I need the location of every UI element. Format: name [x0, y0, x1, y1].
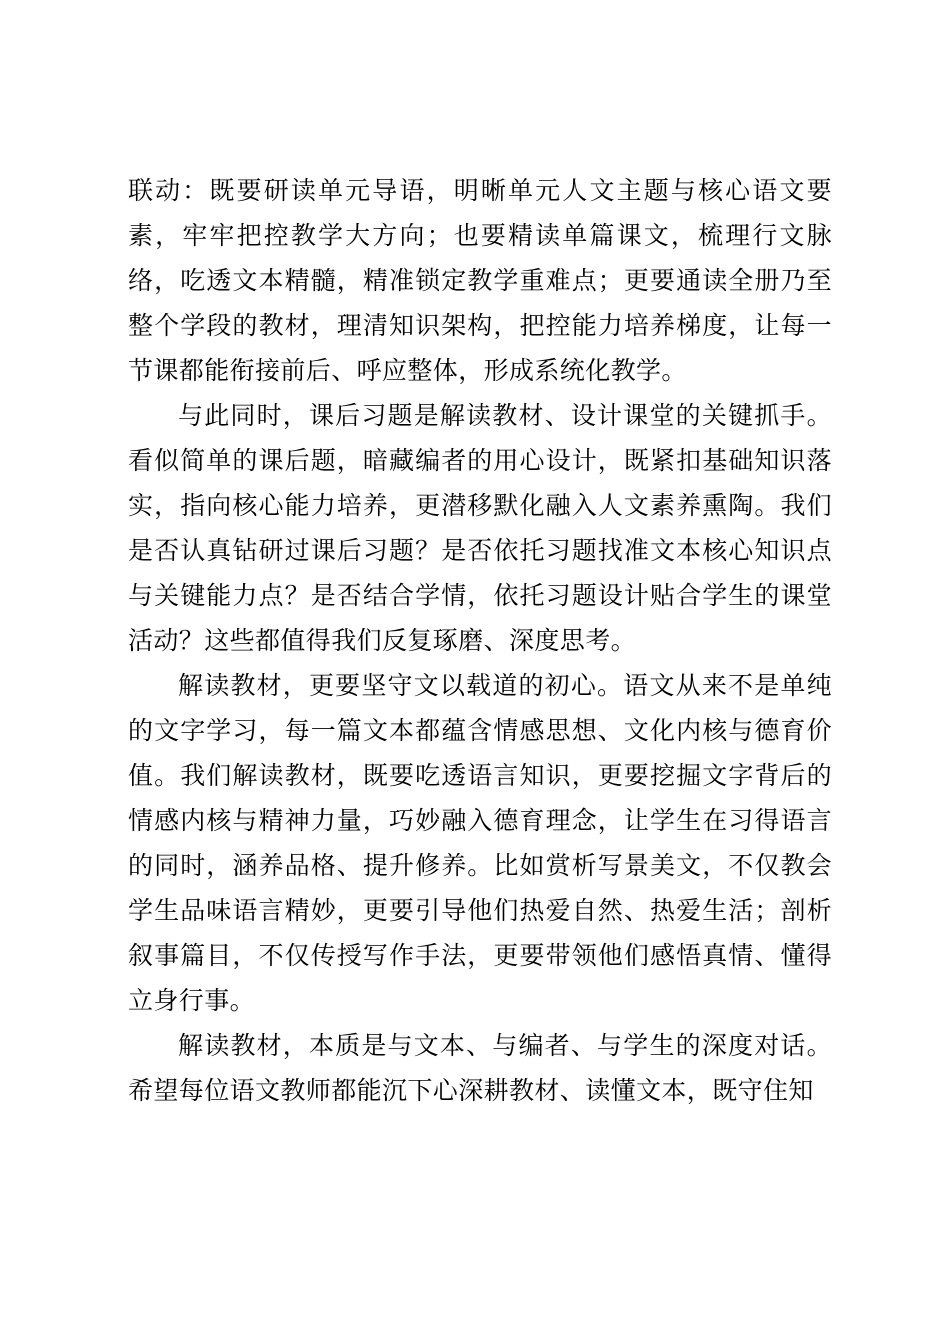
paragraph-exercises: 与此同时，课后习题是解读教材、设计课堂的关键抓手。看似简单的课后题，暗藏编者的用心设计，既紧扣基础知识落实，指向核心能力培养，更潜移默化融入人文素养熏陶。我们是否认真钻研过课后习题？是否依托习题找准文本核心知识点与关键能力点？是否结合学情，依托习题设计贴合学生的课堂活动？这些都值得我们反复琢磨、深度思考。 — [128, 401, 832, 655]
paragraph-moral-education: 解读教材，更要坚守文以载道的初心。语文从来不是单纯的文字学习，每一篇文本都蕴含情感思想、文化内核与德育价值。我们解读教材，既要吃透语言知识，更要挖掘文字背后的情感内核与精神力量，巧妙融入德育理念，让学生在习得语言的同时，涵养品格、提升修养。比如赏析写景美文，不仅教会学生品味语言精妙，更要引导他们热爱自然、热爱生活；剖析叙事篇目，不仅传授写作手法，更要带领他们感悟真情、懂得立身行事。 — [128, 671, 832, 1015]
document-page — [128, 168, 832, 1113]
paragraph-continuation: 联动：既要研读单元导语，明晰单元人文主题与核心语文要素，牢牢把控教学大方向；也要精读单篇课文，梳理行文脉络，吃透文本精髓，精准锁定教学重难点；更要通读全册乃至整个学段的教材，理清知识架构，把控能力培养梯度，让每一节课都能衔接前后、呼应整体，形成系统化教学。 — [128, 176, 832, 385]
paragraph-dialogue: 解读教材，本质是与文本、与编者、与学生的深度对话。希望每位语文教师都能沉下心深耕教材、读懂文本，既守住知 — [128, 1031, 832, 1105]
